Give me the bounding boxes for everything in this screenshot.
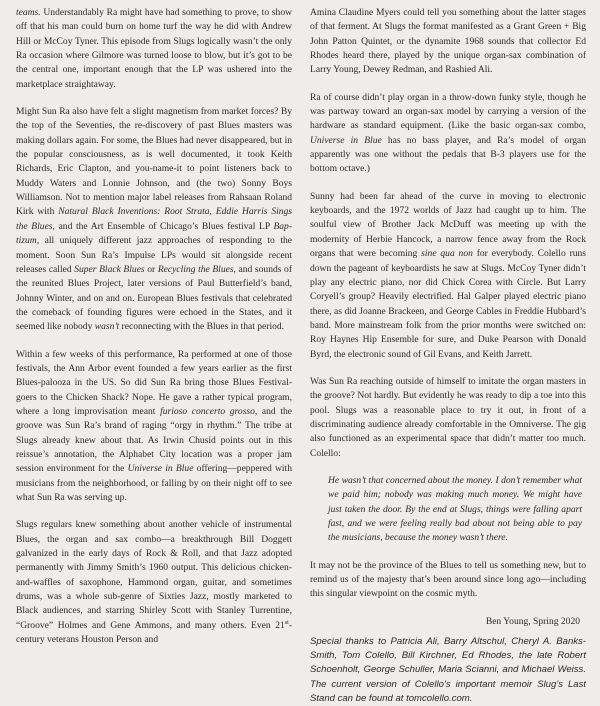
text: Might Sun Ra also have felt a slight magnetism from market forces? By the top of the Seventies, the re-discovery of past Blues masters was making dollars again. For some, the Blues had never disappeared, but in the popular consciousness, as is well documented, it took Keith Richards, Eric Clapton, and you-name-it to point listeners back to Muddy Waters and Lonnie Johnson, and (the two) Sonny Boys Williamson. Not to mention major label releases from Rahsaan Roland Kirk with bbox=[16, 106, 292, 218]
superscript: st bbox=[284, 619, 289, 626]
emphasis: teams. bbox=[16, 7, 41, 18]
paragraph bbox=[16, 6, 292, 92]
album-title: Eddie Harris Sings the Blues bbox=[16, 206, 293, 232]
paragraph bbox=[16, 348, 292, 506]
paragraph: Amina Claudine Myers could tell you something about the latter stages of that ferment. At Slugs the format manifested as a Grant Green + Big John Patton Quintet, or the dynamite 1968 sounds that collector Ed Rhodes heard there, played by the unique organ-sax combination of Larry Young, Dewey Redman, and Rashied Ali. bbox=[310, 7, 586, 76]
paragraph: It may not be the province of the Blues to tell us something new, but to remind us of the majesty that’s been around since long ago—including this singular viewpoint on the cosmic myth. bbox=[310, 559, 586, 600]
emphasis: sine qua non bbox=[421, 248, 473, 260]
text: Ra of course didn’t play organ in a throw-down funky style, though he was partway toward an organ-sax model by carrying a version of the hardware as standard equipment. (Like the basic organ-sax combo, bbox=[310, 91, 586, 132]
colello-quote: He wasn’t that concerned about the money. I don’t remember what we paid him; nobody was making much money. We might have just taken the door. By the end at Slugs, things were falling apart fast, and we were feeling really bad about not being able to pay the musicians, because the money wasn’t there. bbox=[328, 474, 582, 544]
text: , and the groove was Sun Ra’s brand of raging “orgy in rhythm.” The tribe at Slugs already knew about that. As Irwin Chusid points out in this reissue’s annotation, the Alphabet City location was a proper jam session environment for the bbox=[16, 405, 293, 475]
emphasis: furioso concerto grosso bbox=[160, 405, 255, 417]
album-title: Recycling the Blues bbox=[157, 263, 234, 275]
text: offering—peppered with musicians from the neighborhood, or falling by on their night off to see what Sun Ra was serving up. bbox=[16, 463, 292, 503]
paragraph bbox=[310, 190, 586, 362]
text: , all uniquely different jazz approaches of responding to the moment. Soon Sun Ra’s Impulse LPs would sit alongside recent releases called bbox=[16, 235, 292, 275]
album-title: Universe in Blue bbox=[127, 463, 194, 475]
text: , and sounds of the reunited Blues Project, later versions of Paul Butterfield’s band, Johnny Winter, and on and on. European Blues festivals that celebrated the comeback of founding figures were echoed in the States, and it seemed like nobody bbox=[16, 263, 293, 333]
text: for everybody. Colello runs down the pageant of keyboardists he saw at Slugs. McCoy Tyner didn’t play any electric piano, nor did Chick Corea with Circle. But Larry Coryell’s group? Heavily electrified. Hal Galper played electric piano there, as did Joanne Brackeen, and George Cables in Freddie Hubbard’s band. More mainstream folk from the prior months were switched on: Roy Haynes Hip Ensemble for sure, and Duke Pearson with Donald Byrd, the electronic sound of Gil Evans, and Keith Jarrett. bbox=[310, 248, 587, 360]
right-column bbox=[310, 6, 587, 705]
text: Slugs regulars knew something about another vehicle of instrumental Blues, the organ and sax combo—a breakthrough Bill Doggett galvanized in the early days of Rock & Roll, and that Jazz adopted permanently with Jimmy Smith’s 1960 output. This delicious chicken-and-waffles of saxophone, Hammond organ, guitar, and sometimes drums, was a whole sub-genre of Sixties Jazz, mostly marketed to Black audiences, and starring Shirley Scott with Stanley Turrentine, “Groove” Holmes and Gene Ammons, and many others. Even 21 bbox=[16, 519, 292, 631]
credits-note: Special thanks to Patricia Ali, Barry Altschul, Cheryl A. Banks-Smith, Tom Colello, Bill Kirchner, Ed Rhodes, the late Robert Schoenholt, George Schuller, Maria Scianni, and Michael Weiss. The current version of Colello’s important memoir Slug’s Last Stand can be found at tomcolello.com. bbox=[310, 635, 586, 705]
album-title: Bap-tizum bbox=[16, 220, 292, 247]
text: , and the Art Ensemble of Chicago’s Blues festival LP bbox=[52, 220, 274, 232]
text: Within a few weeks of this performance, Ra performed at one of those festivals, the Ann Arbor event founded a few years earlier as the first Blues-palooza in the US. So did Sun Ra bring those Blues Festival-goers to the Chicken Shack? Nope. He gave a rather typical program, where a long improvisation meant bbox=[16, 348, 292, 417]
paragraph bbox=[16, 518, 292, 647]
text: has no bass player, and Ra’s model of organ apparently was one without the pedals that B-3 players use for the bottom octave.) bbox=[310, 134, 586, 175]
text: , bbox=[209, 206, 216, 218]
text: Sunny had been far ahead of the curve in moving to electronic keyboards, and the 1972 worlds of Jazz had caught up to him. The soulful view of Brother Jack McDuff was meeting up with the modernity of Herbie Hancock, a narrow fence away from the Rock organs that were becoming bbox=[310, 190, 586, 260]
paragraph: Was Sun Ra reaching outside of himself to imitate the organ masters in the groove? Not hardly. But evidently he was ready to dip a toe into this pool. Slugs was a reasonable place to try it out, in front of a discriminating audience already comfortable in the Omniverse. The gig also functioned as an experimental space that didn’t matter too much. Colello: bbox=[310, 375, 586, 459]
left-column bbox=[16, 6, 293, 646]
author-signature: Ben Young, Spring 2020 bbox=[485, 615, 580, 627]
text: -century veterans Houston Person and bbox=[16, 619, 292, 646]
text: reconnecting with the Blues in that period. bbox=[119, 321, 285, 333]
paragraph bbox=[16, 105, 292, 335]
album-title: Super Black Blues bbox=[74, 263, 145, 275]
text: or bbox=[144, 263, 158, 275]
emphasis: wasn’t bbox=[94, 321, 120, 333]
album-title: Universe in Blue bbox=[310, 134, 382, 146]
text: Understandably Ra might have had something to prove, to show off that his man could burn on home turf the way he did with Andrew Hill or McCoy Tyner. This episode from Slugs logically wasn’t the only Ra occasion where Gilmore was turned loose to blow, but it’s got to be the central one, important enough that the LP was ushered into the marketplace straightaway. bbox=[16, 7, 292, 90]
paragraph bbox=[310, 91, 586, 177]
album-title: Natural Black Inventions: Root Strata bbox=[58, 206, 210, 218]
